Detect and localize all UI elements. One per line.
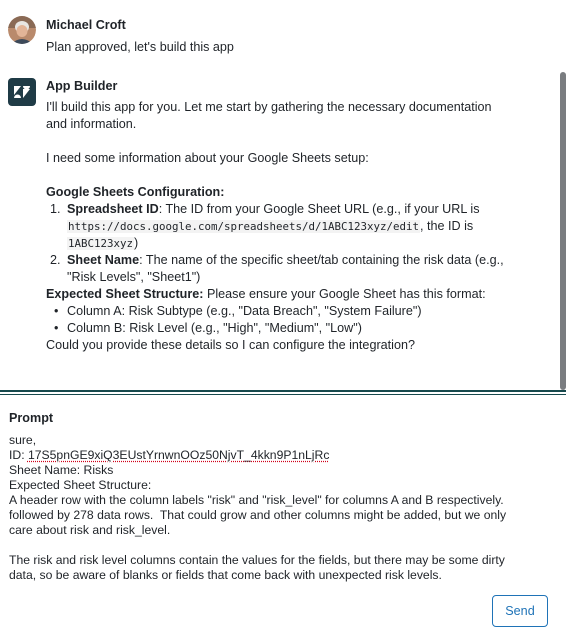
spreadsheet-id-text-2: , the ID is [420, 219, 474, 233]
structure-paragraph [46, 286, 510, 303]
list-item [46, 320, 510, 337]
bot-author: App Builder [46, 79, 118, 93]
user-author: Michael Croft [46, 18, 126, 32]
chat-scrollbar[interactable] [560, 72, 566, 390]
prompt-label: Prompt [9, 411, 54, 425]
structure-heading: Expected Sheet Structure: [46, 287, 204, 301]
divider [0, 394, 566, 395]
spreadsheet-id-text-3: ) [134, 236, 139, 250]
bot-message-body [46, 99, 510, 354]
sheet-name-text: : The name of the specific sheet/tab containing the risk data (e.g., "Risk Levels", "Sheet1") [67, 253, 504, 284]
sheet-name-label: Sheet Name [67, 253, 140, 267]
divider [0, 390, 566, 392]
prompt-input[interactable] [9, 433, 549, 583]
example-url-code: https://docs.google.com/spreadsheets/d/1ABC123xyz/edit [68, 220, 420, 233]
list-number: 2. [50, 253, 61, 267]
user-avatar [8, 16, 36, 44]
list-number: 1. [50, 202, 61, 216]
bullet-icon: • [54, 321, 59, 335]
bullet-icon: • [54, 304, 59, 318]
list-item-text: Column A: Risk Subtype (e.g., "Data Breach", "System Failure") [67, 304, 422, 318]
example-id-code: 1ABC123xyz [68, 237, 134, 250]
prompt-rest: Sheet Name: Risks Expected Sheet Structure: A header row with the column labels "risk" and "risk_level" for columns A and B respectively. followed by 278 data rows. That could grow and other columns might be added, but we only care about risk and risk_level. The risk and risk level columns contain the values for the fields, but there may be some dirty data, so be aware of blanks or fields that come back with unexpected risk levels. [9, 463, 507, 582]
prompt-id-value: 17S5pnGE9xiQ3EUstYrnwnOOz50NjvT_4kkn9P1nLjRc [27, 448, 330, 462]
list-item-text: Column B: Risk Level (e.g., "High", "Medium", "Low") [67, 321, 362, 335]
config-list [46, 201, 510, 286]
list-item [46, 252, 510, 286]
list-item [46, 303, 510, 320]
structure-list [46, 303, 510, 337]
bot-need-info: I need some information about your Google Sheets setup: [46, 151, 369, 165]
config-heading: Google Sheets Configuration: [46, 185, 225, 199]
prompt-line: sure, [9, 433, 37, 447]
prompt-id-prefix: ID: [9, 448, 28, 462]
structure-text: Please ensure your Google Sheet has this format: [203, 287, 486, 301]
zendesk-logo-icon [8, 78, 36, 106]
user-message-text: Plan approved, let's build this app [46, 40, 234, 54]
bot-closing: Could you provide these details so I can configure the integration? [46, 338, 415, 352]
list-item [46, 201, 510, 252]
bot-intro: I'll build this app for you. Let me start by gathering the necessary documentation and information. [46, 100, 492, 131]
send-button[interactable]: Send [492, 595, 548, 627]
spreadsheet-id-text: : The ID from your Google Sheet URL (e.g., if your URL is [158, 202, 480, 216]
spreadsheet-id-label: Spreadsheet ID [67, 202, 159, 216]
